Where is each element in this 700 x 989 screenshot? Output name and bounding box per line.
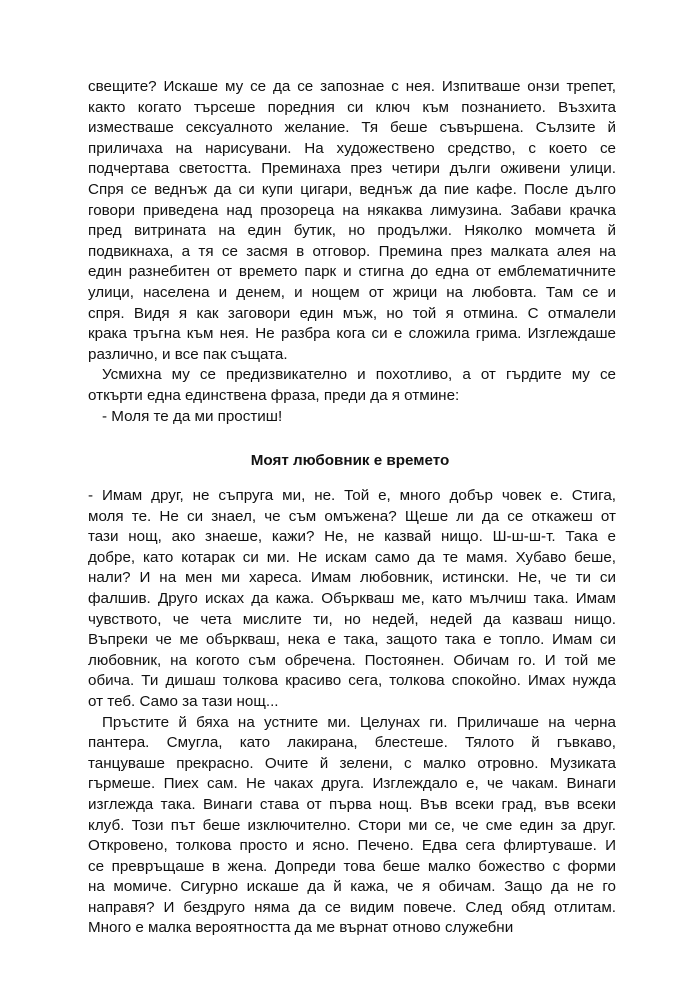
chapter-title: Моят любовник е времето bbox=[250, 452, 450, 469]
text-line: клуб. Този път беше изключително. Стори ми се, че сме един за друг. bbox=[88, 816, 616, 834]
text-line: фалшив. Друго исках да кажа. Объркваш ме, като мълчиш така. Имам bbox=[88, 589, 616, 607]
text-line: гърмеше. Пиех сам. Не чаках друга. Изглеждало е, че чакам. Винаги bbox=[88, 775, 616, 793]
text-line: добре, като котарак си ми. Не искам само да те мамя. Хубаво беше, bbox=[88, 548, 616, 566]
text-line: Усмихна му се предизвикателно и похотливо, а от гърдите му се bbox=[102, 366, 616, 384]
text-line: обича. Ти дишаш толкова красиво сега, толкова спокойно. Имах нужда bbox=[88, 672, 616, 690]
text-line: Откровено, толкова просто и ясно. Печено. Едва сега флиртуваше. И bbox=[88, 837, 616, 855]
text-line: се превръщаше в жена. Допреди това беше малко божество с форми bbox=[88, 857, 616, 875]
text-line: Пръстите й бяха на устните ми. Целунах ги. Приличаше на черна bbox=[102, 713, 616, 731]
text-line: подчертава светостта. Преминаха през четири дълги оживени улици. bbox=[88, 160, 616, 178]
text-line: различно, и все пак същата. bbox=[88, 345, 288, 363]
text-line: от теб. Само за тази нощ... bbox=[88, 692, 279, 710]
text-line: на момиче. Сигурно искаше да й кажа, че я обичам. Защо да не го bbox=[88, 878, 616, 896]
text-line: изместваше сексуалното желание. Тя беше съвършена. Сълзите й bbox=[88, 119, 616, 137]
text-line: тази нощ, ако знаеше, кажи? Не, не казвай нищо. Ш-ш-ш-т. Така е bbox=[88, 528, 616, 546]
text-line: направя? И бездруго няма да се видим повече. След обяд отлитам. bbox=[88, 898, 616, 916]
text-line: един разнебитен от времето парк и стигна до една от емблематичните bbox=[88, 263, 616, 281]
text-line: - Моля те да ми простиш! bbox=[102, 407, 283, 425]
text-line: танцуваше прекрасно. Очите й зелени, с малко отровно. Музиката bbox=[88, 754, 616, 772]
text-line: чувството, че чета мислите ти, но недей, недей да казваш нищо. bbox=[88, 610, 616, 628]
text-line: Много е малка вероятността да ме върнат отново служебни bbox=[88, 919, 514, 937]
text-line: откърти една единствена фраза, преди да я отмине: bbox=[88, 386, 460, 404]
text-line: свещите? Искаше му се да се запознае с нея. Изпитваше онзи трепет, bbox=[88, 78, 616, 95]
text-line: приличаха на нарисувани. На художествено средство, с което се bbox=[88, 139, 616, 157]
text-line: улици, населена и денем, и нощем от жрици на любовта. Там се и bbox=[88, 283, 616, 301]
text-line: говори приведена над прозореца на някаква лимузина. Забави крачка bbox=[88, 201, 616, 219]
text-line: - Имам друг, не съпруга ми, не. Той е, много добър човек е. Стига, bbox=[88, 487, 616, 504]
text-line: крака тръгна към нея. Не разбра кога си е сложила грима. Изглеждаше bbox=[88, 325, 616, 343]
text-line: спря. Видя я как заговори един мъж, но той я отмина. С отмалели bbox=[88, 304, 616, 322]
text-section-1 bbox=[88, 77, 616, 427]
text-line: Въпреки че ме объркваш, нека е така, защото така е топло. Имам си bbox=[88, 631, 616, 649]
text-line: както когато търсеше поредния си ключ към познанието. Възхита bbox=[88, 98, 616, 116]
text-line: пантера. Смугла, като лакирана, блестеше. Тялото й гъвкаво, bbox=[88, 734, 616, 752]
text-line: изглежда така. Винаги става от първа нощ. Във всеки град, във всеки bbox=[88, 795, 616, 813]
text-line: Спря се веднъж да си купи цигари, веднъж да пие кафе. После дълго bbox=[88, 180, 616, 198]
text-line: подвикнаха, а тя се засмя в отговор. Премина през малката алея на bbox=[88, 242, 616, 260]
text-line: нали? И на мен ми хареса. Имам любовник, истински. Не, че ти си bbox=[88, 569, 616, 587]
text-line: моля те. Не си знаел, че съм омъжена? Щеше ли да се откажеш от bbox=[88, 507, 616, 525]
text-line: любовник, на когото съм обречена. Постоянен. Обичам го. И той ме bbox=[88, 651, 616, 669]
text-section-2 bbox=[88, 486, 616, 939]
text-line: пред витрината на един бутик, но продължи. Няколко момчета й bbox=[88, 222, 616, 240]
